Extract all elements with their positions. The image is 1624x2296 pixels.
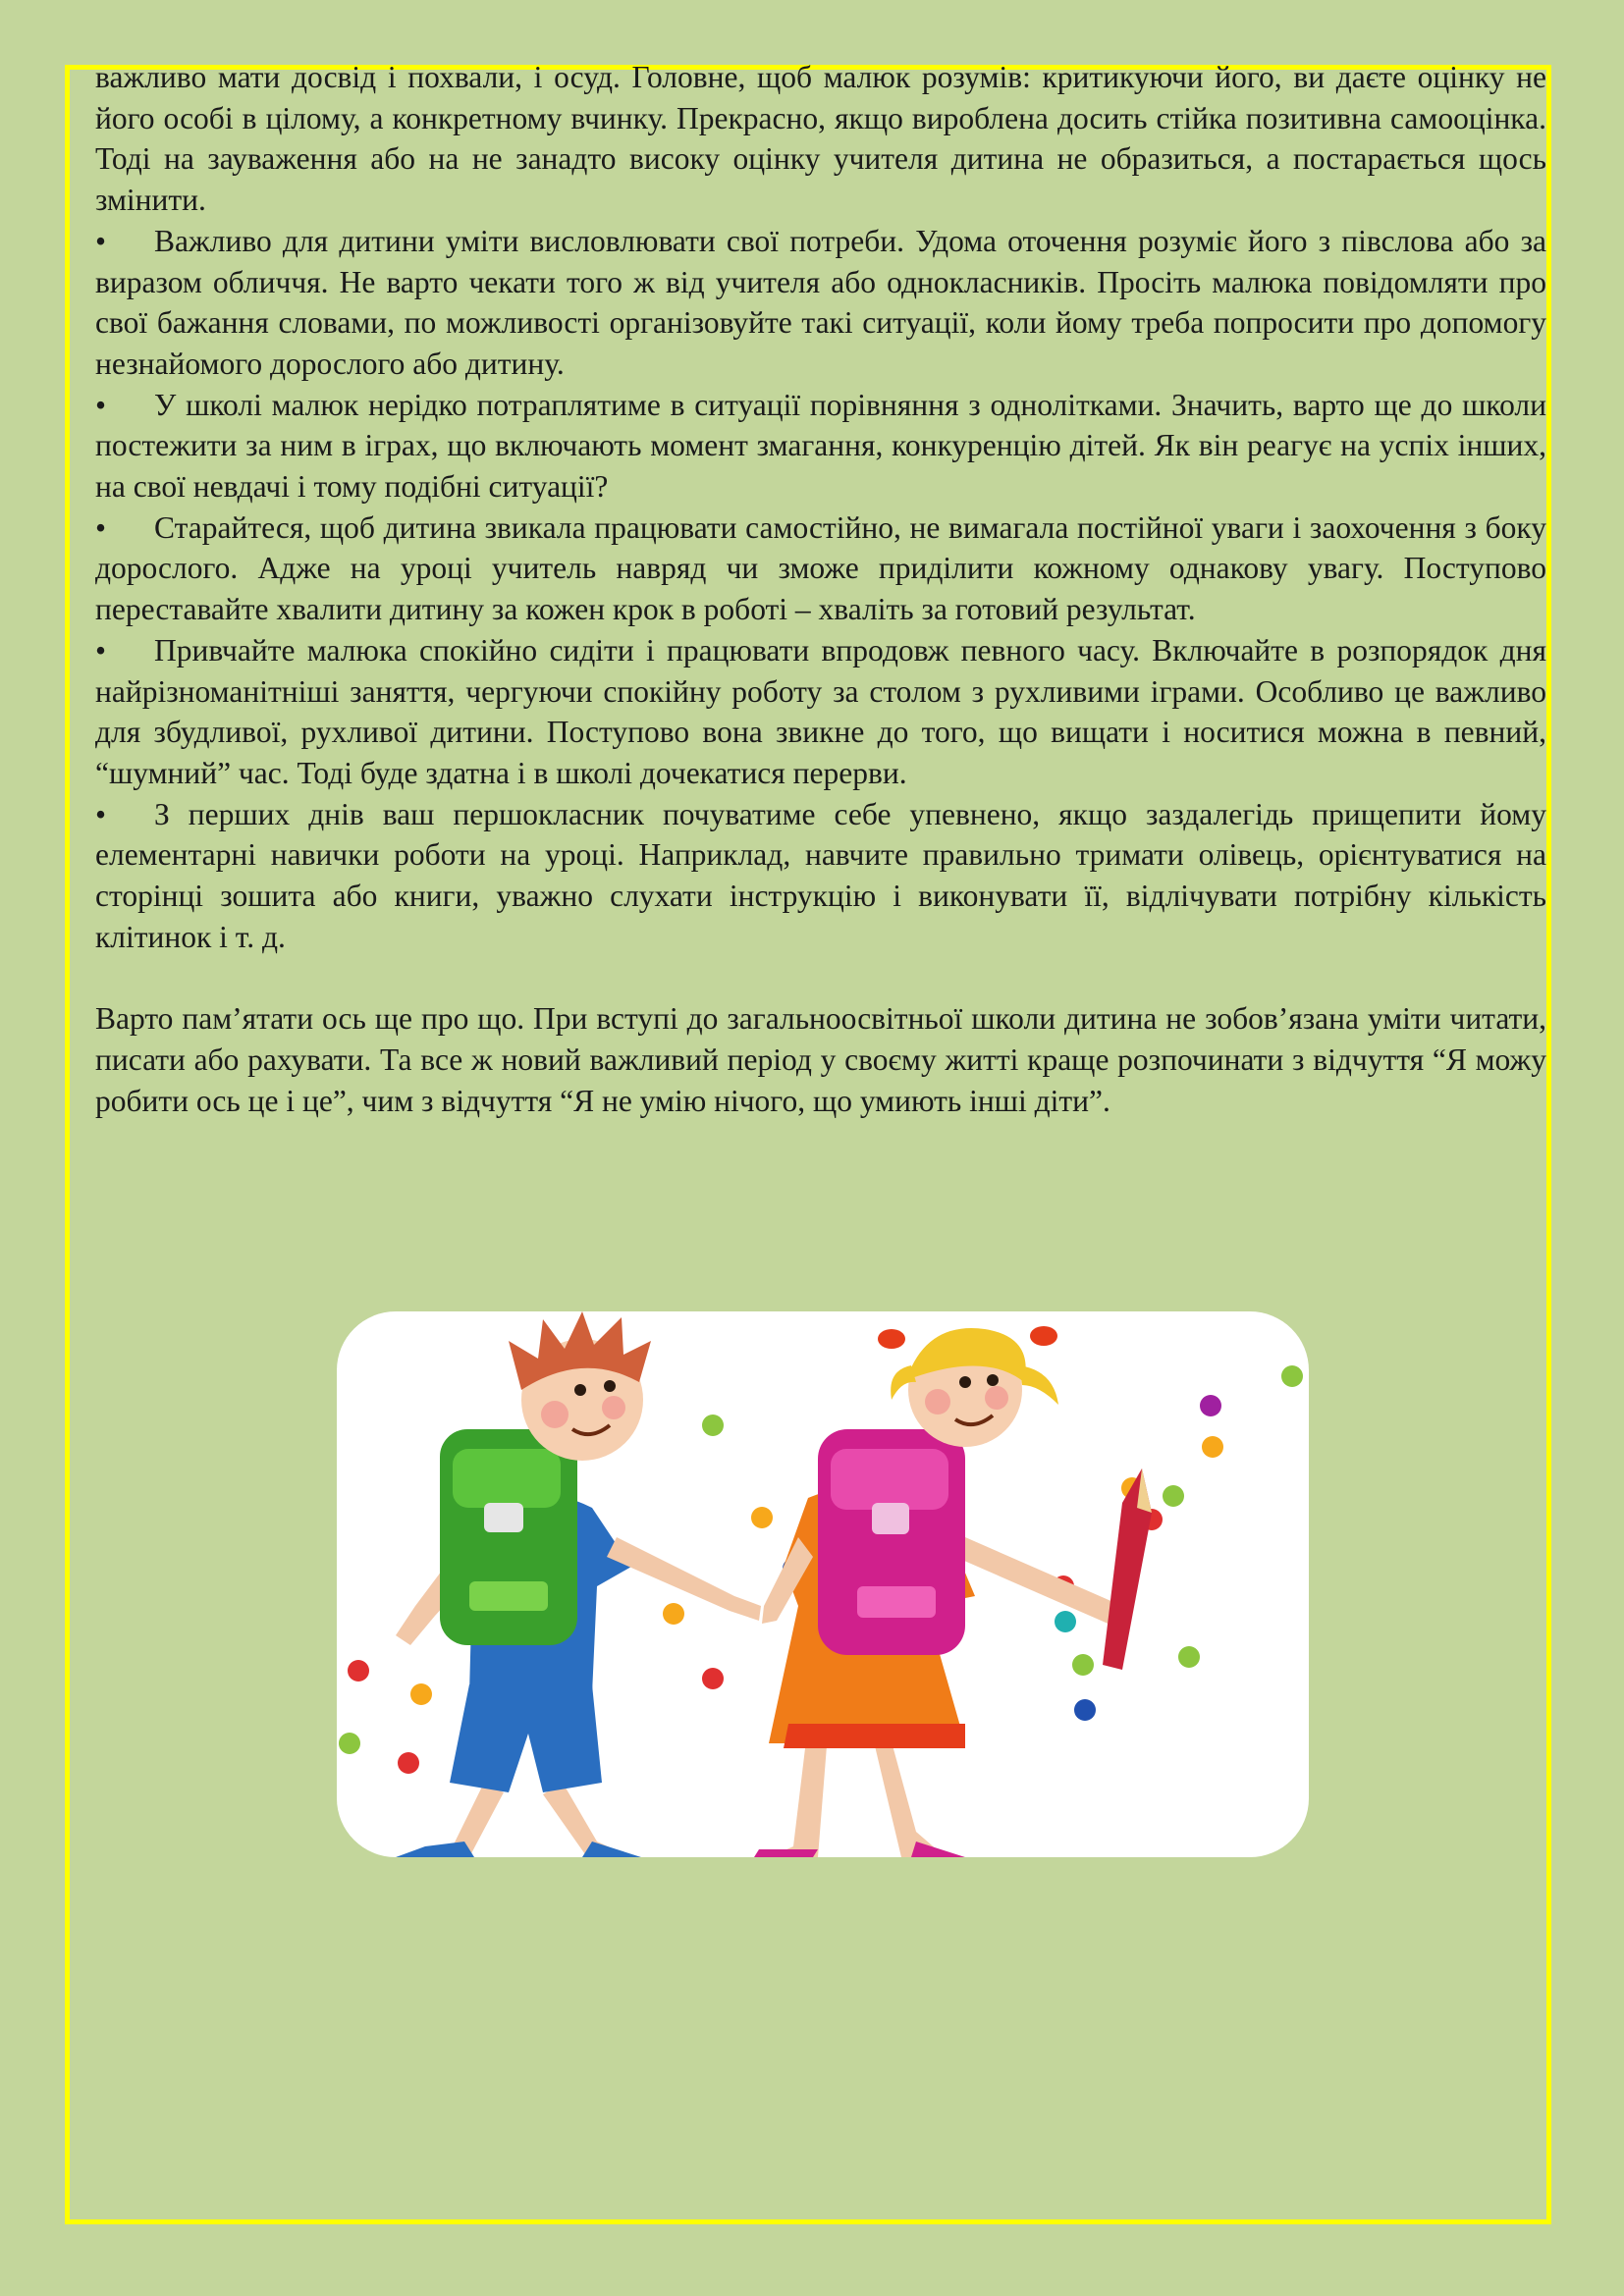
bullet-icon: • xyxy=(95,796,107,831)
closing-paragraph: Варто пам’ятати ось ще про що. При вступі до загальноосвітньої школи дитина не зобов’язана уміти читати, писати або рахувати. Та все ж новий важливий період у своєму житті краще розпочинати з відчуття “Я можу робити ось це і це”, чим з відчуття “Я не умію нічого, що умиють інші діти”. xyxy=(95,1001,1546,1118)
list-item xyxy=(95,630,1546,794)
list-item-text: У школі малюк нерідко потраплятиме в ситуації порівняння з однолітками. Значить, варто ще до школи постежити за ним в іграх, що включають момент змагання, конкуренцію дітей. Як він реагує на успіх інших, на свої невдачі і тому подібні ситуації? xyxy=(95,387,1546,505)
bullet-icon: • xyxy=(95,632,107,667)
list-item xyxy=(95,385,1546,507)
bullet-icon: • xyxy=(95,509,107,545)
list-item-text: Привчайте малюка спокійно сидіти і працювати впродовж певного часу. Включайте в розпорядок дня найрізноманітніші заняття, чергуючи спокійну роботу за столом з рухливими іграми. Особливо це важливо для збудливої, рухливої дитини. Поступово вона звикне до того, що вищати і носитися можна в певний, “шумний” час. Тоді буде здатна і в школі дочекатися перерви. xyxy=(95,632,1546,790)
list-item-text: Старайтеся, щоб дитина звикала працювати самостійно, не вимагала постійної уваги і заохочення з боку дорослого. Адже на уроці учитель навряд чи зможе приділити кожному однакову увагу. Поступово переставайте хвалити дитину за кожен крок в роботі – хваліть за готовий результат. xyxy=(95,509,1546,627)
list-item xyxy=(95,794,1546,958)
list-item xyxy=(95,507,1546,630)
intro-paragraph: важливо мати досвід і похвали, і осуд. Головне, щоб малюк розумів: критикуючи його, ви даєте оцінку не його особі в цілому, а конкретному вчинку. Прекрасно, якщо вироблена досить стійка позитивна самооцінка. Тоді на зауваження або на не занадто високу оцінку учителя дитина не образиться, а постарається щось змінити. xyxy=(95,60,1546,218)
bullet-icon: • xyxy=(95,223,107,258)
girl-figure xyxy=(754,1326,1152,1857)
list-item-text: З перших днів ваш першокласник почуватиме себе упевнено, якщо заздалегідь прищепити йому елементарні навички роботи на уроці. Наприклад, навчите правильно тримати олівець, орієнтуватися на сторінці зошита або книги, уважно слухати інструкцію і виконувати її, відлічувати потрібну кількість клітинок і т. д. xyxy=(95,796,1546,954)
article-text xyxy=(95,57,1546,1122)
children-going-to-school-illustration xyxy=(337,1311,1309,1857)
list-item xyxy=(95,221,1546,385)
paragraph-spacer xyxy=(95,957,1546,998)
bullet-icon: • xyxy=(95,387,107,422)
boy-figure xyxy=(396,1311,761,1857)
list-item-text: Важливо для дитини уміти висловлювати свої потреби. Удома оточення розуміє його з півслова або за виразом обличчя. Не варто чекати того ж від учителя або однокласників. Просіть малюка повідомляти про свої бажання словами, по можливості організовуйте такі ситуації, коли йому треба попросити про допомогу незнайомого дорослого або дитину. xyxy=(95,223,1546,381)
